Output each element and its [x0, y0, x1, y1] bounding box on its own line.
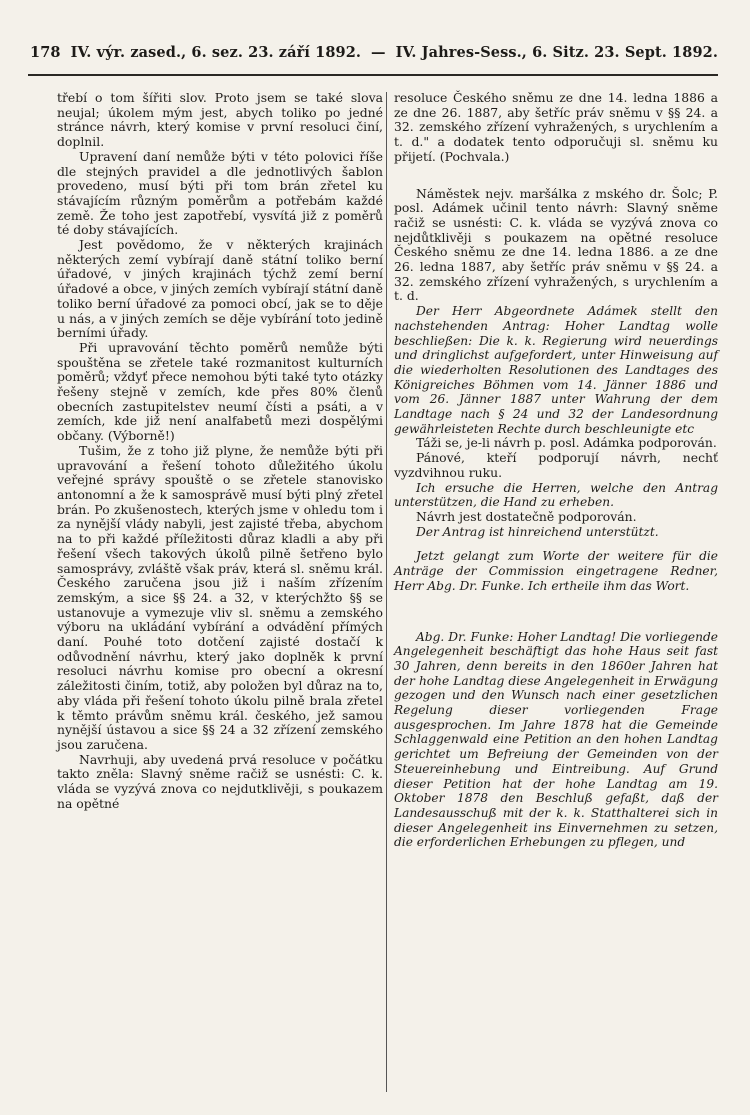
- german-paragraph: Jetzt gelangt zum Worte der weitere für die Anträge der Commission eingetragene Redner, Herr Abg. Dr. Funke. Ich ertheile ihm das Wort.: [394, 549, 718, 593]
- german-speech-paragraph: Abg. Dr. Funke: Hoher Landtag! Die vorliegende Angelegenheit beschäftigt das hohe Haus seit fast 30 Jahren, denn bereits in den 1860er Jahren hat der hohe Landtag diese Angelegenheit in Erwägung gezogen und den Wunsch nach einer gesetzlichen Regelung dieser vorliegenden Frage ausgesprochen. Im Jahre 1878 hat die Gemeinde Schlaggenwald eine Petition an den hohen Landtag gerichtet um Befreiung der Gemeinden von der Steuereinhebung und Eintreibung. Auf Grund dieser Petition hat der hohe Landtag am 19. Oktober 1878 den Beschluß gefaßt, daß der Landesausschuß mit der k. k. Statthalterei sich in dieser Angelegenheit ins Einvernehmen zu setzen, die erforderlichen Erhebungen zu pflegen, und: [394, 629, 718, 850]
- paragraph: Upravení daní nemůže býti v této polovici říše dle stejných pravidel a dle jednotlivých šablon provedeno, musí býti při tom brán zřetel ku stávajícím různým poměrům a potřebám každé země. Že toho jest zapotřebí, vysvítá již z poměrů té doby stávajících.: [57, 148, 383, 238]
- speaker-paragraph: Náměstek nejv. maršálka z mského dr. Šolc; P. posl. Adámek učinil tento návrh: Slavný sněme račiž se usnésti: C. k. vláda se vyzývá znova co nejdůtklivěji s poukazem na opětné resoluce Českého sněmu ze dne 14. ledna 1886. a ze dne 26. ledna 1887, aby šetříc práv sněmu v §§ 24. a 32. zemského zřízení vyhražených, s urychlením a t. d.: [394, 185, 718, 304]
- paragraph: Navrhuji, aby uvedená prvá resoluce v počátku takto zněla: Slavný sněme račiž se usnésti: C. k. vláda se vyzývá znova co nejdutklivěji, s poukazem na opětné: [57, 751, 383, 811]
- header-separator: —: [371, 44, 386, 61]
- german-paragraph: Der Antrag ist hinreichend unterstützt.: [416, 524, 659, 539]
- paragraph: Při upravování těchto poměrů nemůže býti spouštěna se zřetele také rozmanitost kulturních poměrů; vždyť přece nemohou býti také tyto otázky řešeny stejně v zemích, kde přes 80% členů obecních zastupitelstev neumí čísti a psáti, a v zemích, kde již není analfabetů mezi dospělými občany. (Výborně!): [57, 339, 383, 444]
- header-czech-title: IV. výr. zased., 6. sez. 23. září 1892.: [70, 44, 362, 61]
- german-paragraph: Ich ersuche die Herren, welche den Antrag unterstützen, die Hand zu erheben.: [394, 480, 718, 510]
- header-rule: [28, 74, 718, 76]
- paragraph: Táži se, je-li návrh p. posl. Adámka podporován.: [416, 435, 717, 451]
- paragraph: Pánové, kteří podporují návrh, nechť vyzdvihnou ruku.: [394, 450, 718, 480]
- header-german-title: IV. Jahres-Sess., 6. Sitz. 23. Sept. 1892.: [395, 44, 718, 61]
- column-divider: [386, 92, 387, 1092]
- paragraph: resoluce Českého sněmu ze dne 14. ledna 1886 a ze dne 26. 1887, aby šetříc práv sněmu v §§ 24. a 32. zemského zřízení vyhražených, s urychlením a t. d." a dodatek tento odporučuji sl. sněmu ku přijetí. (Pochvala.): [394, 90, 718, 164]
- german-paragraph: Der Herr Abgeordnete Adámek stellt den nachstehenden Antrag: Hoher Landtag wolle beschließen: Die k. k. Regierung wird neuerdings und dringlichst aufgefordert, unter Hinweisung auf die wiederholten Resolutionen des Landtages des Königreiches Böhmen vom 14. Jänner 1886 und vom 26. Jänner 1887 unter Wahrung der dem Landtage nach § 24 und 32 der Landesordnung gewährleisteten Rechte durch beschleunigte etc: [394, 304, 718, 436]
- paragraph: třebí o tom šířiti slov. Proto jsem se také slova neujal; úkolem mým jest, abych toliko po jedné stránce návrh, který komise v první resoluci činí, doplnil.: [57, 90, 383, 150]
- paragraph: Tušim, že z toho již plyne, že nemůže býti při upravování a řešení tohoto důležitého úkolu veřejné správy spouště o se zřetele stanovisko antonomní a že k samosprávě musí býti plný zřetel brán. Po zkušenostech, kterých jsme v ohledu tom i za nynější vlády nabyli, jest zajisté třeba, abychom na to při každé příležitosti důraz kladli a aby při řešení všech takových úkolů pilně šetřeno bylo samosprávy, zvláště však práv, která sl. sněmu král. Českého zaručena jsou již i naším zřízením zemským, a sice §§ 24. a 32, v kterýchžto §§ se ustanovuje a vymezuje vliv sl. sněmu a zemského výboru na ukládání vybírání a odvádění přímých daní. Pouhé toto dotčení zajisté dostačí k odůvodnění návrhu, který jako doplněk k první resoluci návrhu komise pro obecní a okresní záležitosti činím, totiž, aby položen byl důraz na to, aby vláda při řešení tohoto úkolu pilně brala zřetel k těmto právům sněmu král. českého, jež samou nynější ústavou a sice §§ 24 a 32 zřízení zemského jsou zaručena.: [57, 442, 383, 752]
- left-column: [57, 91, 383, 811]
- page-number: 178: [30, 44, 61, 61]
- right-column: [394, 91, 718, 850]
- paragraph: Návrh jest dostatečně podporován.: [416, 508, 637, 524]
- running-header: [30, 44, 718, 61]
- paragraph: Jest povědomo, že v některých krajinách některých zemí vybírají daně státní toliko berní úřadové, v jiných krajinách týchž zemí berní úřadové a obce, v jiných zemích vybírají státní daně toliko berní úřadové za pomoci obcí, jak se to děje u nás, a v jiných zemích se děje vybírání toto jedině berními úřady.: [57, 237, 383, 341]
